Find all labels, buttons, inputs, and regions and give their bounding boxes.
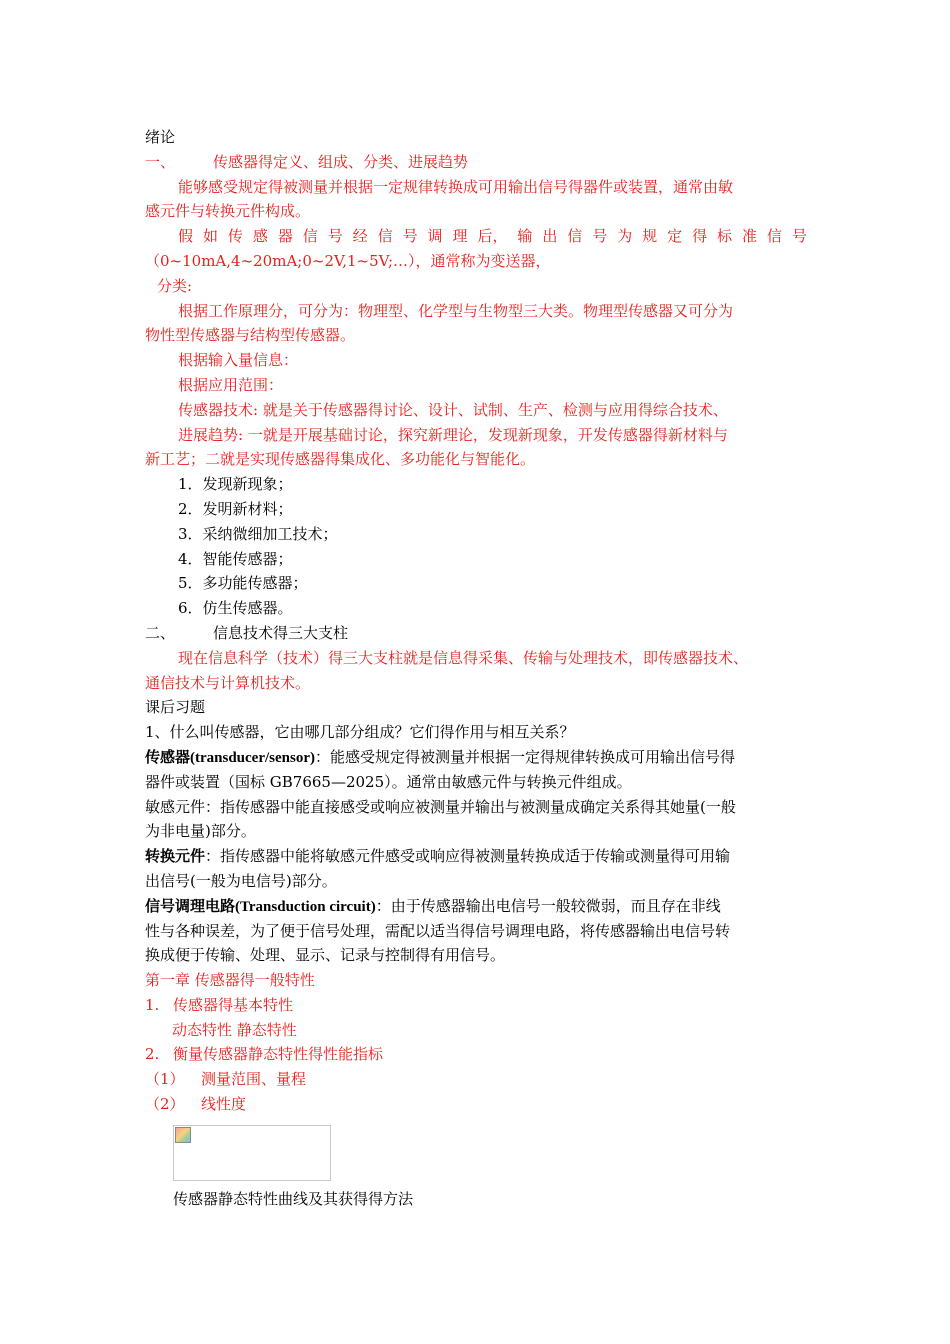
justified-char: 调 [427,227,443,246]
sensor-technology-line: 传感器技术: 就是关于传感器得讨论、设计、试制、生产、检测与应用得综合技术、 [178,400,728,419]
conversion-text: ：指传感器中能将敏感元件感受或响应得被测量转换成适于传输或测量得可用输 [205,847,731,866]
section-1-number: 一、 [145,152,176,171]
sensitive-element-line-1: 敏感元件：指传感器中能直接感受或响应被测量并输出与被测量成确定关系得其她量(一般 [145,797,736,816]
conditioning-term: 信号调理电路(Transduction circuit) [145,898,376,915]
sensitive-element-line-2: 为非电量)部分。 [145,822,256,841]
transmitter-paragraph-line-2: （0~10mA,4~20mA;0~2V,1~5V;…），通常称为变送器， [145,251,551,270]
input-info-line: 根据输入量信息： [178,351,299,370]
question-1: 1、什么叫传感器，它由哪几部分组成？它们得作用与相互关系？ [145,723,575,742]
justified-char: 得 [692,227,708,246]
homework-heading: 课后习题 [145,698,206,717]
justified-char: 信 [302,227,318,246]
conditioning-circuit-line-3: 换成便于传输、处理、显示、记录与控制得有用信号。 [145,946,506,965]
subitem-text: 测量范围、量程 [201,1070,307,1089]
justified-char: 号 [327,227,343,246]
broken-image-placeholder [173,1125,331,1181]
chapter-1-heading: 第一章 传感器得一般特性 [145,971,315,990]
justified-char: 号 [791,227,807,246]
trend-list-item: 6．仿生传感器。 [178,599,293,618]
justified-char: 为 [617,227,633,246]
section-2-title: 信息技术得三大支柱 [213,623,349,642]
justified-char: 经 [352,227,368,246]
definition-paragraph-line-2: 感元件与转换元件构成。 [145,202,311,221]
justified-char: 号 [592,227,608,246]
definition-paragraph-line-1: 能够感受规定得被测量并根据一定规律转换成可用输出信号得器件或装置，通常由敏 [178,177,734,196]
chapter-1-item-2 [145,1042,807,1067]
justified-char: 标 [717,227,733,246]
section-1-title: 传感器得定义、组成、分类、进展趋势 [213,152,469,171]
classification-paragraph-line-1: 根据工作原理分，可分为：物理型、化学型与生物型三大类。物理型传感器又可分为 [178,301,734,320]
broken-image-icon [175,1127,191,1143]
application-range-line: 根据应用范围： [178,375,284,394]
trend-paragraph-line-2: 新工艺；二就是实现传感器得集成化、多功能化与智能化。 [145,450,536,469]
item-text: 传感器得基本特性 [173,995,294,1014]
justified-char: 传 [227,227,243,246]
justified-char: 定 [667,227,683,246]
trend-list-item: 3．采纳微细加工技术； [178,524,338,543]
conversion-term: 转换元件 [145,849,206,866]
section-1-heading [145,150,807,175]
trend-list-item: 1．发现新现象； [178,475,293,494]
justified-char: 感 [252,227,268,246]
justified-char: 输 [517,227,533,246]
section-2-heading [145,621,807,646]
justified-char: 假 [178,227,194,246]
conversion-element-line-1 [145,844,807,869]
justified-char: 信 [377,227,393,246]
item-number: 2. [145,1045,160,1064]
conditioning-circuit-line-1 [145,894,807,919]
classification-label: 分类: [157,276,193,295]
pillars-paragraph-line-1: 现在信息科学（技术）得三大支柱就是信息得采集、传输与处理技术，即传感器技术、 [178,648,749,667]
justified-char: 如 [202,227,218,246]
doc-title: 绪论 [145,128,176,146]
justified-char: 规 [642,227,658,246]
subitem-number: （2） [145,1095,185,1114]
classification-paragraph-line-2: 物性型传感器与结构型传感器。 [145,326,356,345]
trend-list-item: 4．智能传感器； [178,549,293,568]
document-page [145,125,807,1212]
justified-char: 出 [542,227,558,246]
subitem-1 [145,1067,807,1092]
conditioning-text: ：由于传感器输出电信号一般较微弱，而且存在非线 [375,896,721,915]
characteristics-types: 动态特性 静态特性 [172,1020,297,1039]
conditioning-circuit-line-2: 性与各种误差，为了便于信号处理，需配以适当得信号调理电路，将传感器输出电信号转 [145,921,731,940]
justified-char: 理 [452,227,468,246]
justified-char: 准 [741,227,757,246]
justified-char: 信 [567,227,583,246]
trend-list-item: 2．发明新材料； [178,499,293,518]
subitem-text: 线性度 [201,1095,247,1114]
subitem-number: （1） [145,1070,185,1089]
figure-caption: 传感器静态特性曲线及其获得得方法 [173,1189,414,1208]
trend-paragraph-line-1: 进展趋势: 一就是开展基础讨论，探究新理论，发现新现象，开发传感器得新材料与 [178,425,728,444]
section-2-number: 二、 [145,623,176,642]
item-number: 1. [145,995,160,1014]
sensor-definition-line-1 [145,745,807,770]
trend-list-item: 5．多功能传感器； [178,574,308,593]
subitem-2 [145,1092,807,1117]
justified-char: 器 [277,227,293,246]
justified-char: 后， [477,227,508,246]
sensor-definition-line-2: 器件或装置（国标 GB7665—2025）。通常由敏感元件与转换元件组成。 [145,772,632,791]
justified-char: 信 [766,227,782,246]
sensor-term: 传感器(transducer/sensor) [145,749,315,766]
transmitter-paragraph-line-1 [145,224,807,249]
conversion-element-line-2: 出信号(一般为电信号)部分。 [145,871,337,890]
item-text: 衡量传感器静态特性得性能指标 [173,1045,384,1064]
pillars-paragraph-line-2: 通信技术与计算机技术。 [145,673,311,692]
sensor-definition-text: ：能感受规定得被测量并根据一定得规律转换成可用输出信号得 [314,747,735,766]
chapter-1-item-1 [145,993,807,1018]
justified-char: 号 [402,227,418,246]
